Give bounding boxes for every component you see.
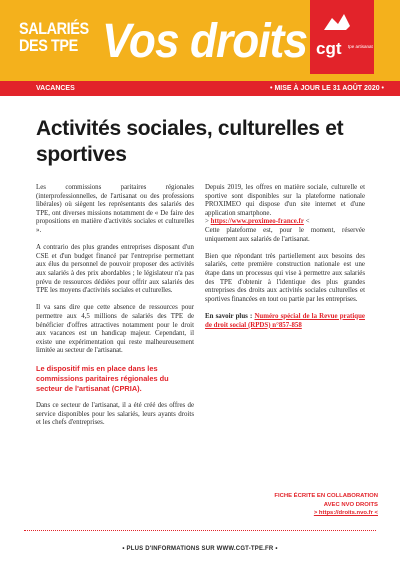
proximeo-link-line: > https://www.proximeo-france.fr <	[205, 218, 310, 226]
brand-line-2: DES TPE	[19, 36, 78, 55]
paragraph: Il va sans dire que cette absence de ressources pour permettre aux 4,5 millions de salariés des TPE de bénéficier d'offres attractives notamment pour le droit aux vacances est un handicap majeur. Cependant, il existe une expérimentation qui reste malheureusement limitée au secteur de l'artisanat.	[36, 304, 194, 355]
paragraph: Cette plateforme est, pour le moment, réservée uniquement aux salariés de l'artisanat.	[205, 226, 365, 243]
right-column	[205, 184, 365, 339]
more-info	[205, 313, 365, 330]
paragraph: Les commissions paritaires régionales (interprofessionnelles, de l'artisanat ou des professions libérales) où siègent les représentants des salariés des TPE, ont diverses missions notamment de « De faire des propositions en matière d'activités sociales et culturelles ».	[36, 184, 194, 234]
category-strip	[0, 81, 400, 96]
update-date: • MISE À JOUR LE 31 AOÛT 2020 •	[270, 85, 384, 92]
collab-line-1: FICHE ÉCRITE EN COLLABORATION	[274, 493, 378, 499]
article-title: Activités sociales, culturelles et sportives	[36, 117, 344, 166]
cgt-logo	[310, 0, 374, 74]
nvo-link[interactable]: > https://droits.nvo.fr <	[313, 510, 378, 517]
collaboration-note	[218, 492, 378, 518]
left-column	[36, 184, 194, 437]
rpds-suffix[interactable]: (RPDS) n°857-858	[246, 321, 302, 329]
collab-line-2: AVEC NVO DROITS	[323, 501, 378, 508]
logo-text: cgt	[316, 39, 342, 58]
footer-divider	[24, 530, 376, 531]
brand-label	[19, 20, 101, 54]
category-label: VACANCES	[36, 85, 75, 92]
section-subheading: Le dispositif mis en place dans les commissions paritaires régionales du secteur de l'artisanat (CPRIA).	[36, 364, 169, 393]
header-title: Vos droits	[102, 15, 308, 68]
paragraph: Bien que répondant très partiellement aux besoins des salariés, cette première construction nationale est une étape dans un processus qui vise à permettre aux salariés des TPE d'obtenir à l'identique des plus grandes entreprises des droits aux activités sociales culturelles et sportives financées en tout ou partie par les entreprises.	[205, 252, 365, 303]
more-info-label: En savoir plus :	[205, 312, 253, 320]
rpds-link[interactable]: Numéro spécial de la Revue pratique de droit social	[205, 312, 365, 329]
paragraph: Dans ce secteur de l'artisanat, il a été créé des offres de service disponibles pour les salariés, leurs ayants droits et les chefs d'entreprises.	[36, 402, 194, 427]
footer-info: • PLUS D'INFORMATIONS SUR WWW.CGT-TPE.FR •	[122, 546, 278, 552]
proximeo-link[interactable]: https://www.proximeo-france.fr	[210, 218, 304, 226]
paragraph: Depuis 2019, les offres en matière sociale, culturelle et sportive sont disponibles sur la plateforme nationale PROXIMEO qui dispose d'un site internet et d'une application smartphone.	[205, 184, 365, 217]
paragraph: A contrario des plus grandes entreprises disposant d'un CSE et d'un budget financé par l'entreprise permettant aux élus du personnel de pouvoir proposer des activités aux salariés à des prix abordables ; le législateur n'a pas prévu de ressources dédiées pour offrir aux salariés des TPE les moyens d'activités sociales et culturelles.	[36, 244, 194, 295]
logo-subtext: tpe artisanat	[348, 44, 373, 49]
brand-line-1: SALARIÉS	[19, 19, 89, 38]
